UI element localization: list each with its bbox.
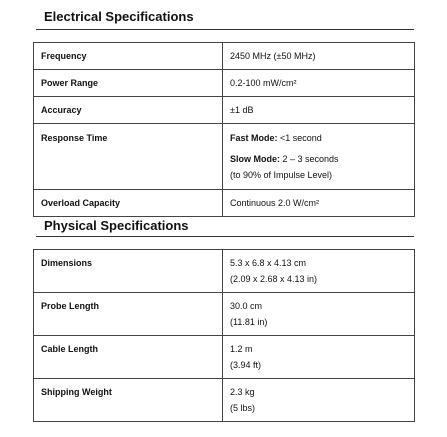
spec-label: Power Range <box>34 70 223 97</box>
spec-value-line: (2.09 x 2.68 x 4.13 in) <box>230 274 318 284</box>
spec-value-line: (5 lbs) <box>230 403 256 413</box>
electrical-heading-rule <box>36 29 414 30</box>
spec-value-line: 1.2 m <box>230 344 253 354</box>
fast-mode-value: <1 second <box>277 133 322 143</box>
spec-label: Shipping Weight <box>34 379 223 422</box>
table-row <box>34 43 415 70</box>
table-row <box>34 250 415 293</box>
spec-value-line: 2.3 kg <box>230 387 255 397</box>
fast-mode-line <box>230 130 408 146</box>
spec-value <box>223 124 415 190</box>
table-row <box>34 70 415 97</box>
electrical-specifications-table <box>33 42 415 217</box>
slow-mode-label: Slow Mode: <box>230 154 280 164</box>
spec-label: Frequency <box>34 43 223 70</box>
spec-value-line: 30.0 cm <box>230 301 263 311</box>
physical-specifications-heading: Physical Specifications <box>44 218 189 233</box>
physical-heading-rule <box>36 236 414 237</box>
spec-value: Continuous 2.0 W/cm² <box>223 190 415 217</box>
spec-label: Response Time <box>34 124 223 190</box>
slow-mode-value: 2 – 3 seconds <box>280 154 339 164</box>
spec-label: Dimensions <box>34 250 223 293</box>
spec-value <box>223 336 415 379</box>
table-row <box>34 379 415 422</box>
spec-value <box>223 293 415 336</box>
table-row <box>34 190 415 217</box>
spec-value-line: (3.94 ft) <box>230 360 262 370</box>
spec-label: Cable Length <box>34 336 223 379</box>
spec-value: 0.2-100 mW/cm² <box>223 70 415 97</box>
table-row <box>34 97 415 124</box>
spec-label: Probe Length <box>34 293 223 336</box>
table-row <box>34 124 415 190</box>
spec-value: 2450 MHz (±50 MHz) <box>223 43 415 70</box>
spec-value <box>223 250 415 293</box>
slow-mode-line <box>230 151 408 167</box>
response-note: (to 90% of Impulse Level) <box>230 170 333 180</box>
spec-label: Overload Capacity <box>34 190 223 217</box>
table-row <box>34 336 415 379</box>
spec-value-line: 5.3 x 6.8 x 4.13 cm <box>230 258 307 268</box>
spec-value <box>223 379 415 422</box>
spec-value: ±1 dB <box>223 97 415 124</box>
spec-value-line: (11.81 in) <box>230 317 268 327</box>
table-row <box>34 293 415 336</box>
fast-mode-label: Fast Mode: <box>230 133 278 143</box>
spec-label: Accuracy <box>34 97 223 124</box>
electrical-specifications-heading: Electrical Specifications <box>44 9 194 24</box>
physical-specifications-table <box>33 249 415 422</box>
